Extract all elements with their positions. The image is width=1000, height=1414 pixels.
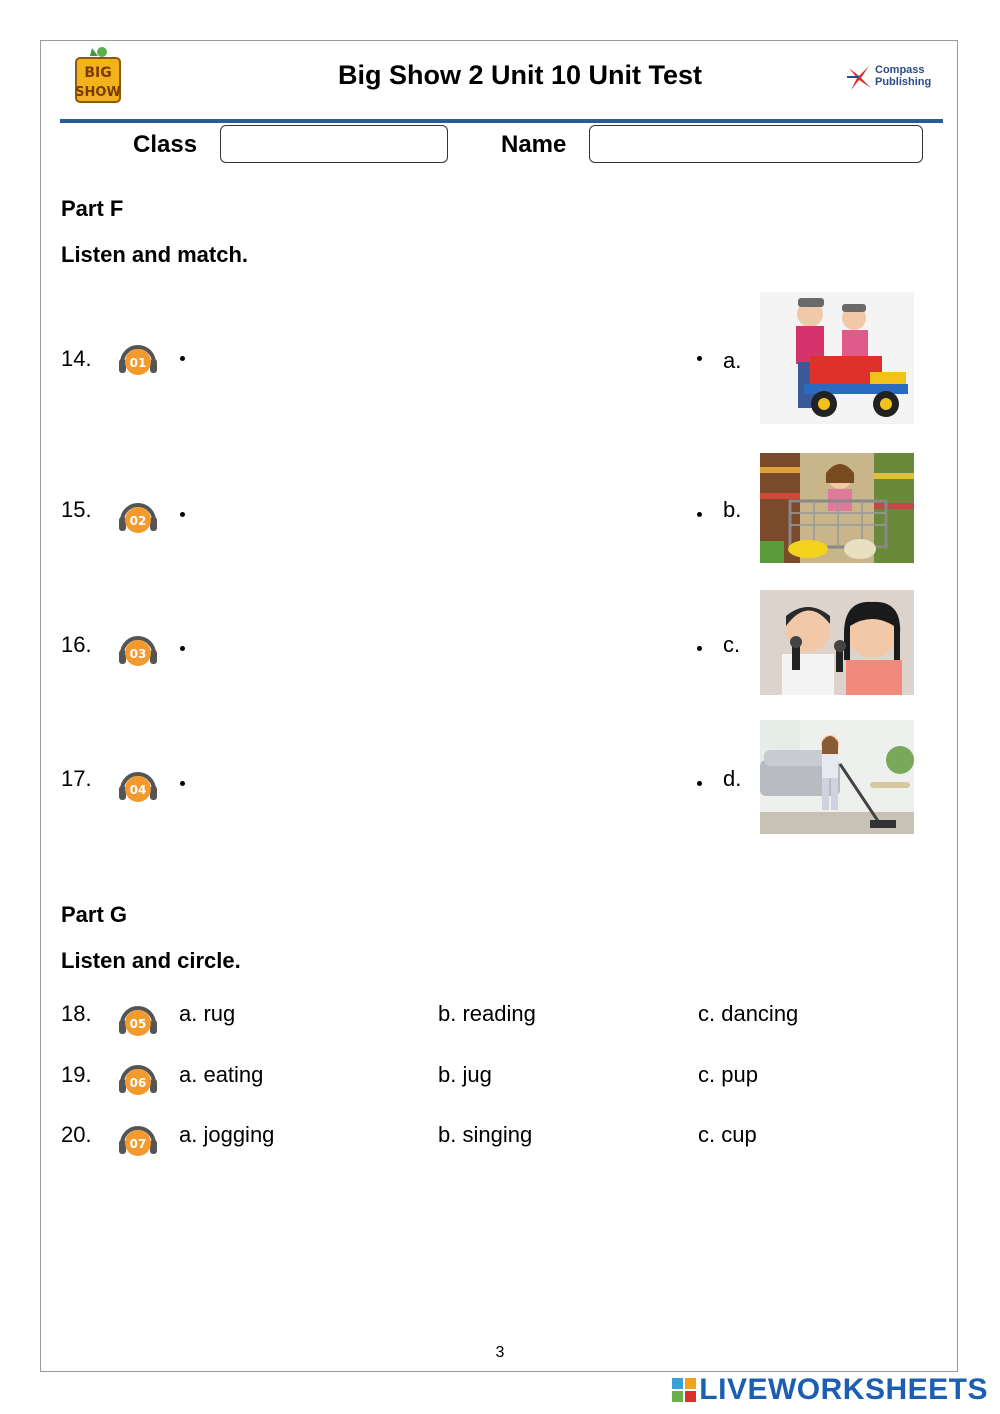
track-label: 03: [129, 647, 147, 661]
choice-c[interactable]: c. pup: [698, 1062, 758, 1087]
liveworksheets-wordmark: LIVEWORKSHEETS: [699, 1373, 988, 1406]
option-letter: c.: [723, 632, 741, 657]
audio-headphones-icon[interactable]: [116, 764, 160, 808]
question-number: 16.: [61, 632, 92, 657]
match-dot-left[interactable]: [180, 646, 185, 651]
match-dot-right[interactable]: [697, 356, 702, 361]
part-g-instruction: Listen and circle.: [61, 948, 241, 973]
logo-right-line1: Compass: [875, 64, 925, 76]
big-show-logo: [72, 44, 126, 106]
choice-c[interactable]: c. dancing: [698, 1001, 799, 1026]
match-dot-right[interactable]: [697, 512, 702, 517]
choice-c[interactable]: c. cup: [698, 1122, 757, 1147]
track-label: 07: [129, 1137, 147, 1151]
question-number: 17.: [61, 766, 92, 791]
choice-a[interactable]: a. eating: [179, 1062, 264, 1087]
class-label: Class: [133, 131, 198, 158]
match-dot-left[interactable]: [180, 356, 185, 361]
match-dot-right[interactable]: [697, 781, 702, 786]
photo-children-karaoke: [760, 590, 914, 695]
part-f-heading: Part F: [61, 196, 124, 221]
track-label: 06: [129, 1076, 147, 1090]
svg-text:BIG: BIG: [84, 65, 112, 81]
choice-b[interactable]: b. jug: [438, 1062, 492, 1087]
choice-a[interactable]: a. jogging: [179, 1122, 275, 1147]
name-label: Name: [501, 131, 567, 158]
match-dot-right[interactable]: [697, 646, 702, 651]
photo-girl-vacuuming: [760, 720, 914, 834]
photo-children-toy-truck: [760, 292, 914, 424]
part-f-instruction: Listen and match.: [61, 242, 249, 267]
part-g-heading: Part G: [61, 902, 128, 927]
option-letter: a.: [723, 348, 742, 373]
audio-headphones-icon[interactable]: [116, 1118, 160, 1162]
audio-headphones-icon[interactable]: [116, 337, 160, 381]
page-title: Big Show 2 Unit 10 Unit Test: [337, 60, 703, 90]
audio-headphones-icon[interactable]: [116, 998, 160, 1042]
header-rule: [60, 119, 943, 123]
track-label: 05: [129, 1017, 147, 1031]
audio-headphones-icon[interactable]: [116, 628, 160, 672]
track-label: 02: [129, 514, 147, 528]
photo-girl-shopping-cart: [760, 453, 914, 563]
name-input[interactable]: [589, 125, 923, 163]
match-dot-left[interactable]: [180, 512, 185, 517]
audio-headphones-icon[interactable]: [116, 1057, 160, 1101]
question-number: 19.: [61, 1062, 92, 1087]
liveworksheets-logo[interactable]: [671, 1374, 988, 1406]
track-label: 01: [129, 356, 147, 370]
audio-headphones-icon[interactable]: [116, 495, 160, 539]
page-frame: [40, 40, 958, 1372]
question-number: 15.: [61, 497, 92, 522]
choice-b[interactable]: b. reading: [438, 1001, 536, 1026]
class-input[interactable]: [220, 125, 448, 163]
svg-text:SHOW: SHOW: [75, 85, 121, 100]
option-letter: b.: [723, 497, 742, 522]
compass-publishing-logo: [845, 62, 933, 92]
question-number: 18.: [61, 1001, 92, 1026]
option-letter: d.: [723, 766, 742, 791]
question-number: 20.: [61, 1122, 92, 1147]
page-number: 3: [495, 1344, 505, 1361]
question-number: 14.: [61, 346, 92, 371]
choice-b[interactable]: b. singing: [438, 1122, 533, 1147]
match-dot-left[interactable]: [180, 781, 185, 786]
liveworksheets-icon: [671, 1377, 697, 1403]
track-label: 04: [129, 783, 147, 797]
choice-a[interactable]: a. rug: [179, 1001, 236, 1026]
logo-right-line2: Publishing: [875, 76, 932, 88]
